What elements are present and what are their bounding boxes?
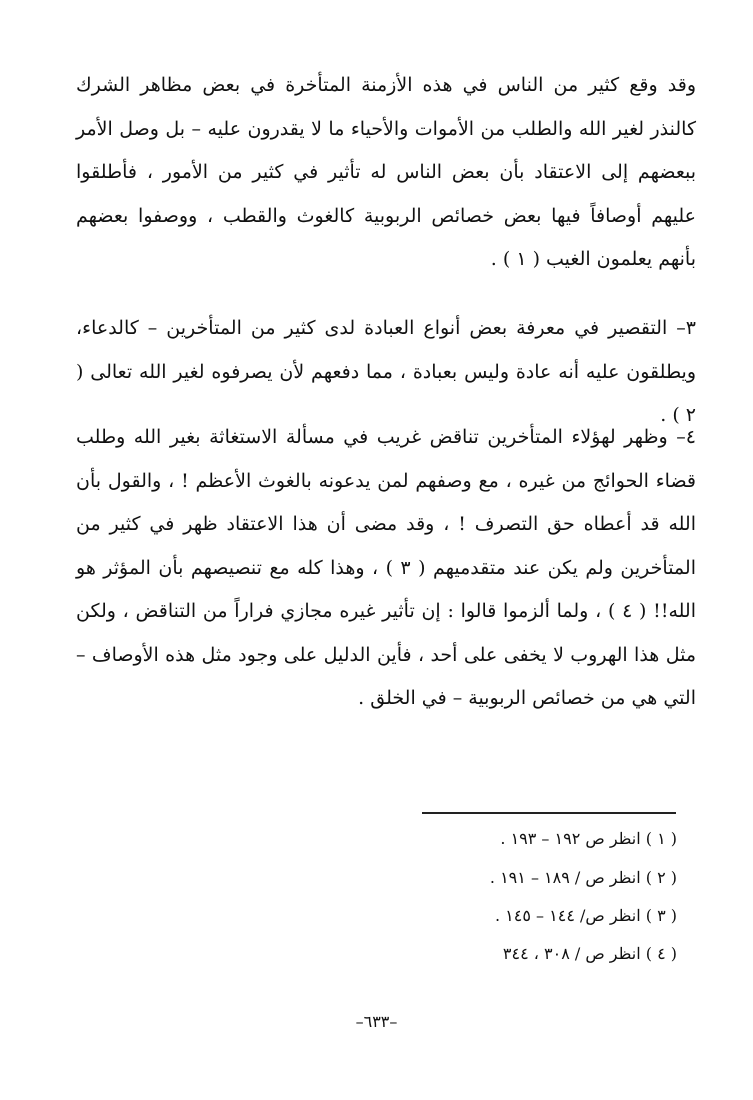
footnote-3: ( ٣ ) انظر ص/ ١٤٤ – ١٤٥ . [495,906,677,925]
paragraph-contradiction: ٤– وظهر لهؤلاء المتأخرين تناقض غريب في مسألة الاستغاثة بغير الله وطلب قضاء الحوائج من غيره ، مع وصفهم لمن يدعونه بالغوث الأعظم ! ، والقول بأن الله قد أعطاه حق التصرف ! ، وقد مضى أن هذا الاعتقاد ظهر في كثير من المتأخرين ولم يكن عند متقدميهم ( ٣ ) ، وهذا كله مع تنصيصهم بأن المؤثر هو الله!! ( ٤ ) ، ولما ألزموا قالوا : إن تأثير غيره مجازي فراراً من التناقض ، ولكن مثل هذا الهروب لا يخفى على أحد ، فأين الدليل على وجود مثل هذه الأوصاف –التي هي من خصائص الربوبية – في الخلق . [76,426,696,709]
footnote-4: ( ٤ ) انظر ص / ٣٠٨ ، ٣٤٤ [502,944,677,963]
footnote-1: ( ١ ) انظر ص ١٩٢ – ١٩٣ . [500,829,677,848]
footnote-2: ( ٢ ) انظر ص / ١٨٩ – ١٩١ . [489,868,677,887]
footnote-separator [422,812,676,814]
paragraph-worship-shortcoming: ٣– التقصير في معرفة بعض أنواع العبادة لدى كثير من المتأخرين – كالدعاء، ويطلقون عليه أنه عادة وليس بعبادة ، مما دفعهم لأن يصرفوه لغير الله تعالى ( ٢ ) . [76,317,696,426]
page-number: –٦٣٣– [355,1012,398,1031]
paragraph-shirk-manifestations: وقد وقع كثير من الناس في هذه الأزمنة المتأخرة في بعض مظاهر الشرك كالنذر لغير الله والطلب من الأموات والأحياء ما لا يقدرون عليه – بل وصل الأمر ببعضهم إلى الاعتقاد بأن بعض الناس له تأثير في كثير من الأمور ، فأطلقوا عليهم أوصافاً فيها بعض خصائص الربوبية كالغوث والقطب ، ووصفوا بعضهم بأنهم يعلمون الغيب ( ١ ) . [76,74,696,270]
